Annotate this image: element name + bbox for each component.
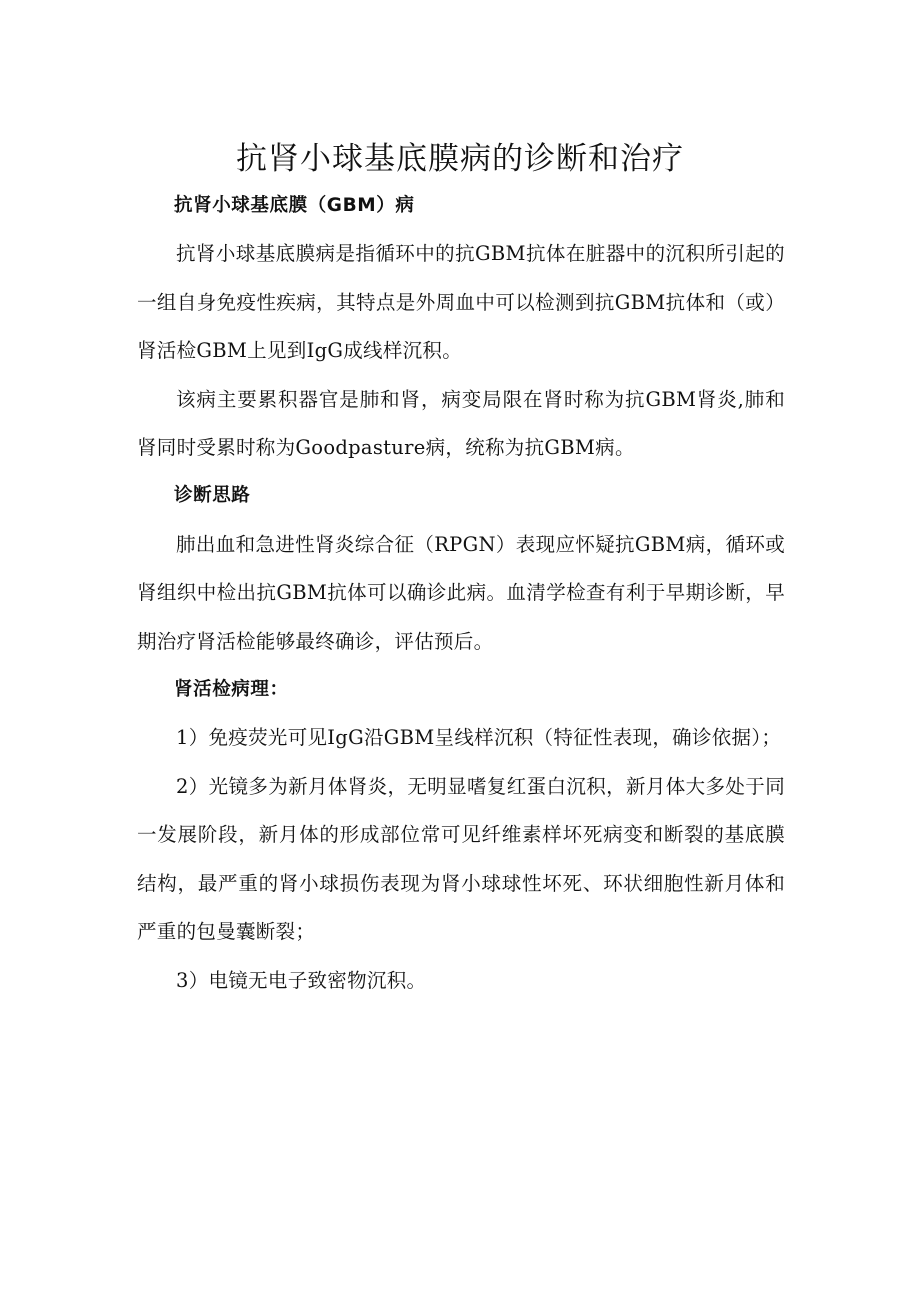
list-item-immunofluorescence: 1）免疫荧光可见IgG沿GBM呈线样沉积（特征性表现，确诊依据）； <box>176 726 782 750</box>
list-item-electron-microscopy: 3）电镜无电子致密物沉积。 <box>176 968 427 992</box>
list-item-light-microscopy: 2）光镜多为新月体肾炎，无明显嗜复红蛋白沉积，新月体大多处于同一发展阶段，新月体的形成部位常可见纤维素样坏死病变和断裂的基底膜结构，最严重的肾小球损伤表现为肾小球球性坏死、环状细胞性新月体和严重的包曼囊断裂； <box>137 774 785 944</box>
section-heading-diagnosis: 诊断思路 <box>174 485 251 507</box>
section-heading-gbm: 抗肾小球基底膜（GBM）病 <box>174 195 415 216</box>
page-title: 抗肾小球基底膜病的诊断和治疗 <box>236 140 684 177</box>
paragraph-organs: 该病主要累积器官是肺和肾，病变局限在肾时称为抗GBM肾炎,肺和肾同时受累时称为Goodpasture病，统称为抗GBM病。 <box>137 387 785 460</box>
paragraph-diagnosis: 肺出血和急进性肾炎综合征（RPGN）表现应怀疑抗GBM病，循环或肾组织中检出抗GBM抗体可以确诊此病。血清学检查有利于早期诊断，早期治疗肾活检能够最终确诊，评估预后。 <box>137 532 785 653</box>
document-body <box>137 182 785 1005</box>
paragraph-definition: 抗肾小球基底膜病是指循环中的抗GBM抗体在脏器中的沉积所引起的一组自身免疫性疾病，其特点是外周血中可以检测到抗GBM抗体和（或）肾活检GBM上见到IgG成线样沉积。 <box>137 242 785 363</box>
section-heading-pathology: 肾活检病理： <box>174 679 289 701</box>
